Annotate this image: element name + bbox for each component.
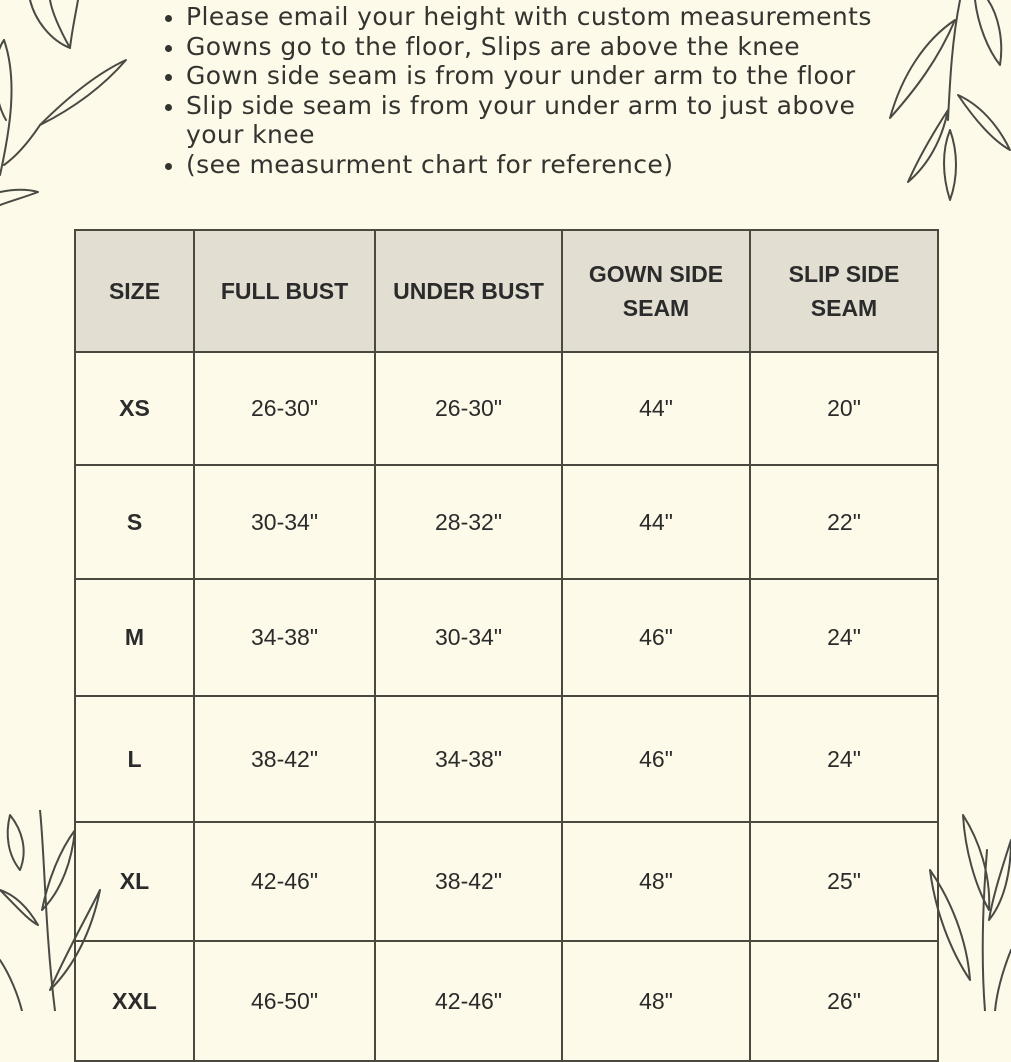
leaf-decoration-top-left xyxy=(0,0,140,220)
cell-size: S xyxy=(75,465,194,579)
instruction-item: (see measurment chart for reference) xyxy=(160,150,900,180)
table-row xyxy=(75,352,938,465)
cell-under-bust: 26-30" xyxy=(375,352,562,465)
cell-under-bust: 42-46" xyxy=(375,941,562,1061)
cell-full-bust: 38-42" xyxy=(194,696,375,822)
cell-gown-side-seam: 48" xyxy=(562,822,750,941)
table-row xyxy=(75,465,938,579)
cell-gown-side-seam: 46" xyxy=(562,579,750,696)
header-gown-side-seam: GOWN SIDE SEAM xyxy=(562,230,750,352)
cell-slip-side-seam: 24" xyxy=(750,579,938,696)
cell-under-bust: 28-32" xyxy=(375,465,562,579)
cell-under-bust: 34-38" xyxy=(375,696,562,822)
header-under-bust: UNDER BUST xyxy=(375,230,562,352)
table-row xyxy=(75,822,938,941)
cell-gown-side-seam: 44" xyxy=(562,465,750,579)
cell-under-bust: 30-34" xyxy=(375,579,562,696)
cell-size: XXL xyxy=(75,941,194,1061)
table-row xyxy=(75,941,938,1061)
cell-slip-side-seam: 25" xyxy=(750,822,938,941)
cell-gown-side-seam: 44" xyxy=(562,352,750,465)
cell-full-bust: 34-38" xyxy=(194,579,375,696)
table-row xyxy=(75,579,938,696)
cell-slip-side-seam: 24" xyxy=(750,696,938,822)
cell-full-bust: 42-46" xyxy=(194,822,375,941)
cell-slip-side-seam: 22" xyxy=(750,465,938,579)
cell-gown-side-seam: 46" xyxy=(562,696,750,822)
cell-slip-side-seam: 26" xyxy=(750,941,938,1061)
header-full-bust: FULL BUST xyxy=(194,230,375,352)
size-chart-table xyxy=(74,229,939,1062)
cell-under-bust: 38-42" xyxy=(375,822,562,941)
cell-size: L xyxy=(75,696,194,822)
cell-full-bust: 26-30" xyxy=(194,352,375,465)
header-slip-side-seam: SLIP SIDE SEAM xyxy=(750,230,938,352)
cell-size: XL xyxy=(75,822,194,941)
cell-size: XS xyxy=(75,352,194,465)
instruction-item: Slip side seam is from your under arm to just above your knee xyxy=(160,91,900,150)
table-header-row xyxy=(75,230,938,352)
cell-slip-side-seam: 20" xyxy=(750,352,938,465)
cell-gown-side-seam: 48" xyxy=(562,941,750,1061)
table-row xyxy=(75,696,938,822)
cell-full-bust: 46-50" xyxy=(194,941,375,1061)
instructions-list xyxy=(160,2,900,180)
instruction-item: Gown side seam is from your under arm to the floor xyxy=(160,61,900,91)
instruction-item: Please email your height with custom measurements xyxy=(160,2,900,32)
header-size: SIZE xyxy=(75,230,194,352)
cell-full-bust: 30-34" xyxy=(194,465,375,579)
cell-size: M xyxy=(75,579,194,696)
instruction-item: Gowns go to the floor, Slips are above the knee xyxy=(160,32,900,62)
